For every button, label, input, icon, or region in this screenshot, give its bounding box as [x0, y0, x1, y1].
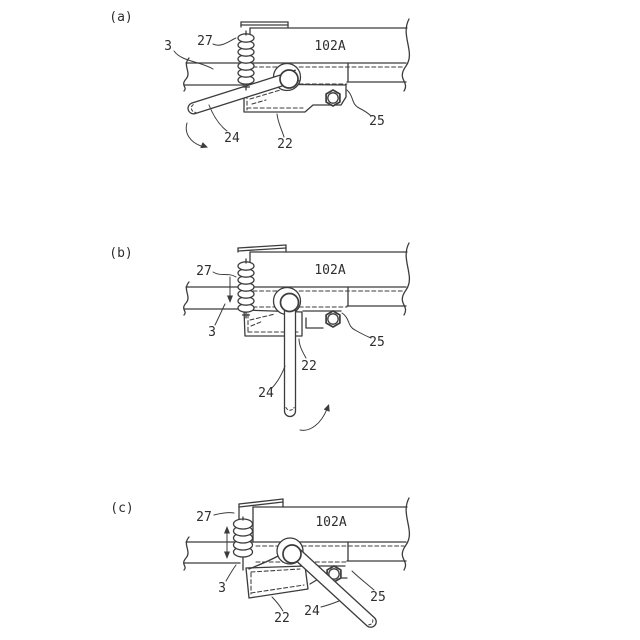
part-label-rail: 3: [208, 325, 216, 340]
leader-bracket: [277, 114, 284, 137]
leader-pin: [352, 571, 374, 590]
part-label-rail: 3: [164, 39, 172, 54]
panel-a-tag: (a): [109, 10, 133, 25]
part-label-spring: 27: [196, 510, 212, 525]
leader-spring: [213, 38, 236, 45]
part-label-lever: 24: [258, 386, 274, 401]
nut-washer-circle: [328, 93, 338, 103]
part-label-pin: 25: [369, 335, 385, 350]
nut-washer-circle: [328, 314, 338, 324]
pivot-roller-circle: [280, 70, 298, 88]
part-label-bracket: 22: [301, 359, 317, 374]
part-label-pin: 25: [370, 590, 386, 605]
part-label-spring: 27: [197, 34, 213, 49]
pivot-roller-circle: [283, 545, 301, 563]
part-label-spring: 27: [196, 264, 212, 279]
coil-spring-drawing: [238, 259, 254, 318]
panel-c: [110, 498, 409, 627]
leader-bracket: [299, 339, 306, 358]
leader-pin: [342, 313, 371, 338]
hex-pin-drawing: [326, 90, 340, 106]
rotation-arrow: [300, 404, 330, 430]
panel-a: [109, 10, 409, 152]
part-label-upper-body: 102A: [314, 263, 346, 278]
leader-spring: [213, 272, 236, 277]
leader-rail: [174, 51, 213, 69]
lever-rod-drawing: [285, 296, 296, 417]
rail-break-line-right: [402, 243, 409, 315]
leader-rail: [226, 565, 236, 581]
leader-spring: [214, 513, 234, 515]
panel-b-tag: (b): [109, 246, 133, 261]
flange-bracket-drawing: [238, 245, 286, 252]
flange-bracket-drawing: [239, 499, 283, 519]
rotation-arrow: [186, 123, 208, 148]
leader-lever: [321, 601, 339, 607]
pivot-roller-circle: [281, 294, 299, 312]
press-down-arrow: [227, 277, 233, 303]
drawing-root: [109, 10, 409, 627]
rail-break-line-right: [402, 498, 409, 570]
part-label-lever: 24: [224, 131, 240, 146]
leader-pin: [347, 90, 371, 116]
part-label-upper-body: 102A: [314, 39, 346, 54]
rail-break-line-right: [402, 19, 409, 91]
hex-pin-drawing: [326, 311, 340, 327]
leader-bracket: [272, 597, 283, 611]
coil-spring-drawing: [234, 517, 253, 570]
flange-bracket-drawing: [241, 22, 288, 28]
coil-spring-drawing: [238, 31, 254, 90]
part-label-rail: 3: [218, 581, 226, 596]
part-label-upper-body: 102A: [315, 515, 347, 530]
leader-rail: [215, 304, 225, 325]
part-label-lever: 24: [304, 604, 320, 619]
part-label-bracket: 22: [277, 137, 293, 152]
lever-rod: [285, 296, 296, 417]
part-label-bracket: 22: [274, 611, 290, 626]
panel-b: [109, 243, 409, 430]
panel-c-tag: (c): [110, 501, 134, 516]
part-label-pin: 25: [369, 114, 385, 129]
